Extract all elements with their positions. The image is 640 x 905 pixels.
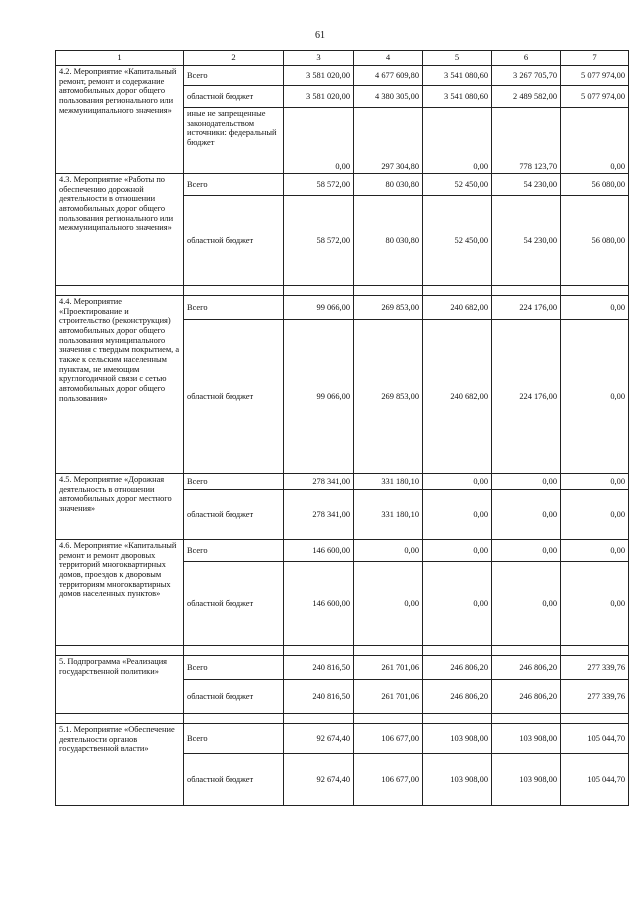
- value-cell: 92 674,40: [284, 724, 354, 754]
- value-cell: 0,00: [423, 540, 492, 562]
- value-cell: 240 816,50: [284, 680, 354, 714]
- value-cell: 0,00: [561, 540, 629, 562]
- value-cell: 2 489 582,00: [492, 86, 561, 108]
- activity-title: 4.2. Мероприятие «Капитальный ремонт, ремонт и содержание автомобильных дорог общего пользования регионального или межмуниципального значения»: [56, 66, 184, 174]
- value-cell: 3 541 080,60: [423, 86, 492, 108]
- value-cell: 246 806,20: [423, 656, 492, 680]
- value-cell: 246 806,20: [492, 680, 561, 714]
- header-cell: 3: [284, 51, 354, 66]
- funding-source: областной бюджет: [184, 490, 284, 540]
- funding-source: Всего: [184, 656, 284, 680]
- value-cell: 0,00: [561, 320, 629, 474]
- value-cell: 0,00: [561, 562, 629, 646]
- budget-table: [55, 50, 629, 806]
- table-row: [56, 296, 629, 320]
- value-cell: 261 701,06: [354, 656, 423, 680]
- value-cell: 58 572,00: [284, 174, 354, 196]
- table-row: [56, 66, 629, 86]
- activity-title: 4.6. Мероприятие «Капитальный ремонт и ремонт дворовых территорий многоквартирных домов, проездов к дворовым территориям многоквартирных домов населенных пунктов»: [56, 540, 184, 646]
- funding-source: Всего: [184, 724, 284, 754]
- header-cell: 5: [423, 51, 492, 66]
- value-cell: 80 030,80: [354, 196, 423, 286]
- value-cell: 0,00: [561, 490, 629, 540]
- value-cell: 224 176,00: [492, 296, 561, 320]
- table-spacer: [56, 714, 629, 724]
- value-cell: 56 080,00: [561, 196, 629, 286]
- table-spacer: [56, 646, 629, 656]
- value-cell: 80 030,80: [354, 174, 423, 196]
- value-cell: 92 674,40: [284, 754, 354, 806]
- page-number: 61: [315, 30, 325, 41]
- activity-title: 4.5. Мероприятие «Дорожная деятельность в отношении автомобильных дорог местного значения»: [56, 474, 184, 540]
- value-cell: 4 677 609,80: [354, 66, 423, 86]
- value-cell: 0,00: [492, 540, 561, 562]
- funding-source: областной бюджет: [184, 754, 284, 806]
- table-row: [56, 656, 629, 680]
- value-cell: 146 600,00: [284, 562, 354, 646]
- value-cell: 278 341,00: [284, 490, 354, 540]
- value-cell: 269 853,00: [354, 320, 423, 474]
- value-cell: 0,00: [423, 490, 492, 540]
- activity-title: 5.1. Мероприятие «Обеспечение деятельности органов государственной власти»: [56, 724, 184, 806]
- funding-source: областной бюджет: [184, 196, 284, 286]
- value-cell: 0,00: [284, 108, 354, 174]
- activity-title: 4.4. Мероприятие «Проектирование и строительство (реконструкция) автомобильных дорог общего пользования муниципального значения с твердым покрытием, а также к сельским населенным пунктам, не имеющим круглогодичной связи с сетью автомобильных дорог общего пользования»: [56, 296, 184, 474]
- value-cell: 58 572,00: [284, 196, 354, 286]
- value-cell: 0,00: [423, 108, 492, 174]
- header-cell: 1: [56, 51, 184, 66]
- value-cell: 103 908,00: [423, 724, 492, 754]
- value-cell: 0,00: [561, 108, 629, 174]
- funding-source: Всего: [184, 66, 284, 86]
- value-cell: 99 066,00: [284, 296, 354, 320]
- value-cell: 106 677,00: [354, 724, 423, 754]
- table-row: [56, 474, 629, 490]
- activity-title: 4.3. Мероприятие «Работы по обеспечению дорожной деятельности в отношении автомобильных дорог общего пользования регионального или межмуниципального значения»: [56, 174, 184, 286]
- value-cell: 52 450,00: [423, 196, 492, 286]
- header-cell: 7: [561, 51, 629, 66]
- value-cell: 240 682,00: [423, 320, 492, 474]
- value-cell: 224 176,00: [492, 320, 561, 474]
- value-cell: 269 853,00: [354, 296, 423, 320]
- value-cell: 0,00: [354, 562, 423, 646]
- funding-source: Всего: [184, 296, 284, 320]
- value-cell: 146 600,00: [284, 540, 354, 562]
- table-row: [56, 724, 629, 754]
- funding-source: областной бюджет: [184, 86, 284, 108]
- value-cell: 52 450,00: [423, 174, 492, 196]
- value-cell: 0,00: [354, 540, 423, 562]
- table-header-row: [56, 51, 629, 66]
- value-cell: 0,00: [561, 474, 629, 490]
- funding-source: областной бюджет: [184, 562, 284, 646]
- value-cell: 105 044,70: [561, 724, 629, 754]
- value-cell: 3 581 020,00: [284, 86, 354, 108]
- header-cell: 6: [492, 51, 561, 66]
- table-row: [56, 540, 629, 562]
- value-cell: 103 908,00: [423, 754, 492, 806]
- value-cell: 5 077 974,00: [561, 66, 629, 86]
- funding-source: Всего: [184, 474, 284, 490]
- value-cell: 246 806,20: [492, 656, 561, 680]
- value-cell: 56 080,00: [561, 174, 629, 196]
- table-row: [56, 174, 629, 196]
- value-cell: 103 908,00: [492, 754, 561, 806]
- value-cell: 0,00: [561, 296, 629, 320]
- header-cell: 4: [354, 51, 423, 66]
- funding-source: Всего: [184, 174, 284, 196]
- funding-source: областной бюджет: [184, 320, 284, 474]
- value-cell: 246 806,20: [423, 680, 492, 714]
- value-cell: 5 077 974,00: [561, 86, 629, 108]
- value-cell: 240 682,00: [423, 296, 492, 320]
- value-cell: 331 180,10: [354, 474, 423, 490]
- value-cell: 778 123,70: [492, 108, 561, 174]
- value-cell: 261 701,06: [354, 680, 423, 714]
- funding-source: Всего: [184, 540, 284, 562]
- activity-title: 5. Подпрограмма «Реализация государственной политики»: [56, 656, 184, 714]
- value-cell: 3 581 020,00: [284, 66, 354, 86]
- value-cell: 3 541 080,60: [423, 66, 492, 86]
- value-cell: 105 044,70: [561, 754, 629, 806]
- value-cell: 277 339,76: [561, 656, 629, 680]
- value-cell: 297 304,80: [354, 108, 423, 174]
- value-cell: 0,00: [492, 474, 561, 490]
- value-cell: 277 339,76: [561, 680, 629, 714]
- value-cell: 99 066,00: [284, 320, 354, 474]
- value-cell: 0,00: [492, 562, 561, 646]
- value-cell: 3 267 705,70: [492, 66, 561, 86]
- value-cell: 103 908,00: [492, 724, 561, 754]
- value-cell: 4 380 305,00: [354, 86, 423, 108]
- value-cell: 331 180,10: [354, 490, 423, 540]
- value-cell: 240 816,50: [284, 656, 354, 680]
- table-spacer: [56, 286, 629, 296]
- funding-source: иные не запрещенные законодательством источники: федеральный бюджет: [184, 108, 284, 174]
- value-cell: 106 677,00: [354, 754, 423, 806]
- value-cell: 54 230,00: [492, 174, 561, 196]
- value-cell: 54 230,00: [492, 196, 561, 286]
- value-cell: 0,00: [423, 474, 492, 490]
- value-cell: 0,00: [423, 562, 492, 646]
- value-cell: 278 341,00: [284, 474, 354, 490]
- funding-source: областной бюджет: [184, 680, 284, 714]
- header-cell: 2: [184, 51, 284, 66]
- value-cell: 0,00: [492, 490, 561, 540]
